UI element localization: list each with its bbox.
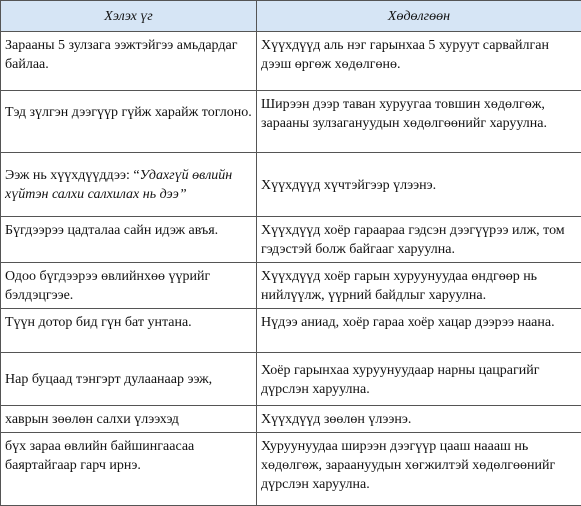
table-row — [1, 433, 581, 506]
table-row — [1, 309, 581, 353]
movement-cell: Хүүхдүүд хоёр гарын хуруунуудаа өндгөөр нь нийлүүлж, үүрний байдлыг харуулна. — [257, 263, 581, 309]
movement-cell: Хүүхдүүд зөөлөн үлээнэ. — [257, 406, 581, 433]
table-row — [1, 32, 581, 91]
movement-cell: Хүүхдүүд аль нэг гарынхаа 5 хуруут сарвайлган дээш өргөж хөдөлгөнө. — [257, 32, 581, 91]
words-italic: Удахгүй өвлийн хүйтэн салхи салхилах нь дээ” — [5, 168, 232, 202]
words-cell: Түүн дотор бид гүн бат унтана. — [1, 309, 257, 353]
words-cell: бүх зараа өвлийн байшингаасаа баяртайгаар гарч ирнэ. — [1, 433, 257, 506]
header-words: Хэлэх үг — [1, 1, 257, 32]
table-row — [1, 153, 581, 217]
words-cell: Зарааны 5 зулзага ээжтэйгээ амьдардаг байлаа. — [1, 32, 257, 91]
words-cell: Нар буцаад тэнгэрт дулаанаар ээж, — [1, 353, 257, 406]
table-row — [1, 353, 581, 406]
table-row — [1, 91, 581, 153]
words-cell: Бүгдээрээ цадталаа сайн идэж авъя. — [1, 217, 257, 263]
movement-cell: Хуруунуудаа ширээн дээгүүр цааш наааш нь хөдөлгөж, зарaануудын хөгжилтэй хөдөлгөөнийг дүрслэн харуулна. — [257, 433, 581, 506]
table-row — [1, 217, 581, 263]
movement-cell: Хүүхдүүд хүчтэйгээр үлээнэ. — [257, 153, 581, 217]
words-cell — [1, 153, 257, 217]
words-cell: Тэд зүлгэн дээгүүр гүйж харайж тоглоно. — [1, 91, 257, 153]
header-movement: Хөдөлгөөн — [257, 1, 581, 32]
words-cell: Одоо бүгдээрээ өвлийнхөө үүрийг бэлдэцгээе. — [1, 263, 257, 309]
header-row — [1, 1, 581, 32]
words-plain: Ээж нь хүүхдүүддээ: “ — [5, 168, 140, 183]
movement-cell: Ширээн дээр таван хуруугаа товшин хөдөлгөж, зарааны зулзагануудын хөдөлгөөнийг харуулна. — [257, 91, 581, 153]
movement-cell: Хоёр гарынхаа хуруунуудаар нарны цацрагийг дүрслэн харуулна. — [257, 353, 581, 406]
movement-cell: Нүдээ аниад, хоёр гараа хоёр хацар дээрээ наана. — [257, 309, 581, 353]
movement-cell: Хүүхдүүд хоёр гараараа гэдсэн дээгүүрээ илж, том гэдэстэй болж байгааг харуулна. — [257, 217, 581, 263]
words-cell: хаврын зөөлөн салхи үлээхэд — [1, 406, 257, 433]
table-row — [1, 406, 581, 433]
table-row — [1, 263, 581, 309]
